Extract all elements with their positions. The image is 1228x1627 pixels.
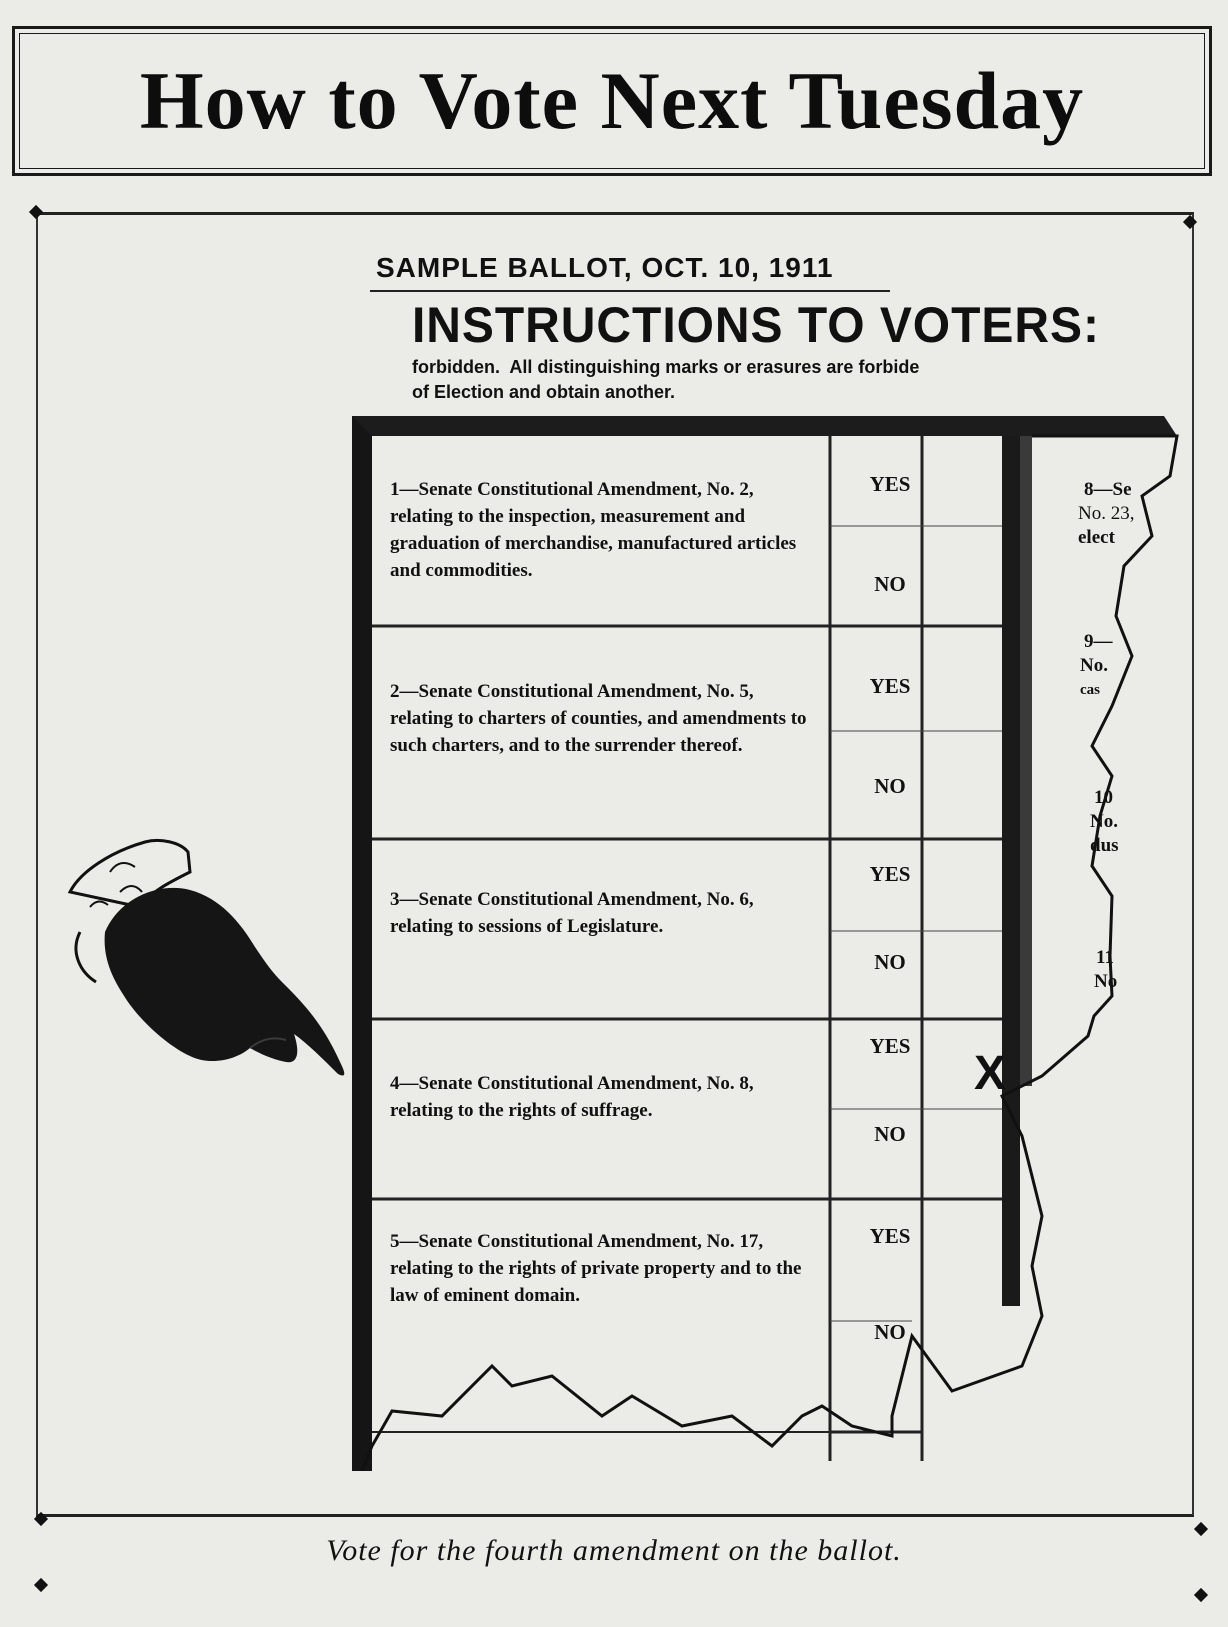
torn-column-text: 8—Se (1084, 479, 1132, 500)
frame-corner-ornament (1194, 1588, 1208, 1602)
torn-column-text: elect (1078, 527, 1115, 548)
torn-column-text: cas (1080, 682, 1100, 698)
pointing-hand-icon (50, 812, 360, 1132)
torn-column-text: 11 (1096, 947, 1114, 968)
ballot-header: SAMPLE BALLOT, OCT. 10, 1911 (376, 252, 834, 283)
measure-2-no[interactable]: NO (874, 774, 906, 798)
caption: Vote for the fourth amendment on the ballot. (326, 1534, 902, 1567)
torn-column-text: 10 (1094, 787, 1113, 808)
measure-5-no[interactable]: NO (874, 1320, 906, 1344)
measure-5-text: 5—Senate Constitutional Amendment, No. 17, relating to the rights of private property and to the law of eminent domain. (390, 1231, 802, 1306)
torn-column-text: No. (1090, 811, 1118, 832)
measure-3-no[interactable]: NO (874, 950, 906, 974)
measure-1-no[interactable]: NO (874, 572, 906, 596)
torn-column-text: No. (1080, 655, 1108, 676)
measure-5-yes[interactable]: YES (869, 1224, 911, 1248)
torn-column-text: dus (1090, 835, 1119, 856)
measure-2-text: 2—Senate Constitutional Amendment, No. 5, relating to charters of counties, and amendments to such charters, and to the surrender thereof. (390, 681, 807, 756)
measure-4-yes[interactable]: YES (869, 1034, 911, 1058)
headline: How to Vote Next Tuesday (139, 55, 1085, 146)
frame-corner-ornament (34, 1578, 48, 1592)
torn-column-text: No. 23, (1078, 503, 1135, 524)
vote-x-mark: X (974, 1047, 1007, 1100)
measure-4-no[interactable]: NO (874, 1122, 906, 1146)
instructions-title: INSTRUCTIONS TO VOTERS: (412, 297, 1100, 353)
sample-ballot (352, 416, 1180, 1471)
measure-3-text: 3—Senate Constitutional Amendment, No. 6, relating to sessions of Legislature. (390, 889, 754, 937)
headline-box (12, 26, 1212, 176)
measure-1-text: 1—Senate Constitutional Amendment, No. 2, relating to the inspection, measurement and graduation of merchandise, manufactured articles and commodities. (390, 479, 797, 581)
torn-column-text: No (1094, 971, 1118, 992)
torn-column-text: 9— (1084, 631, 1113, 652)
instructions-text: forbidden. All distinguishing marks or erasures are forbide of Election and obtain another. (412, 357, 920, 402)
header-rule (370, 290, 890, 292)
measure-2-yes[interactable]: YES (869, 674, 911, 698)
measure-1-yes[interactable]: YES (869, 472, 911, 496)
measure-4-text: 4—Senate Constitutional Amendment, No. 8, relating to the rights of suffrage. (390, 1073, 754, 1121)
measure-3-yes[interactable]: YES (869, 862, 911, 886)
